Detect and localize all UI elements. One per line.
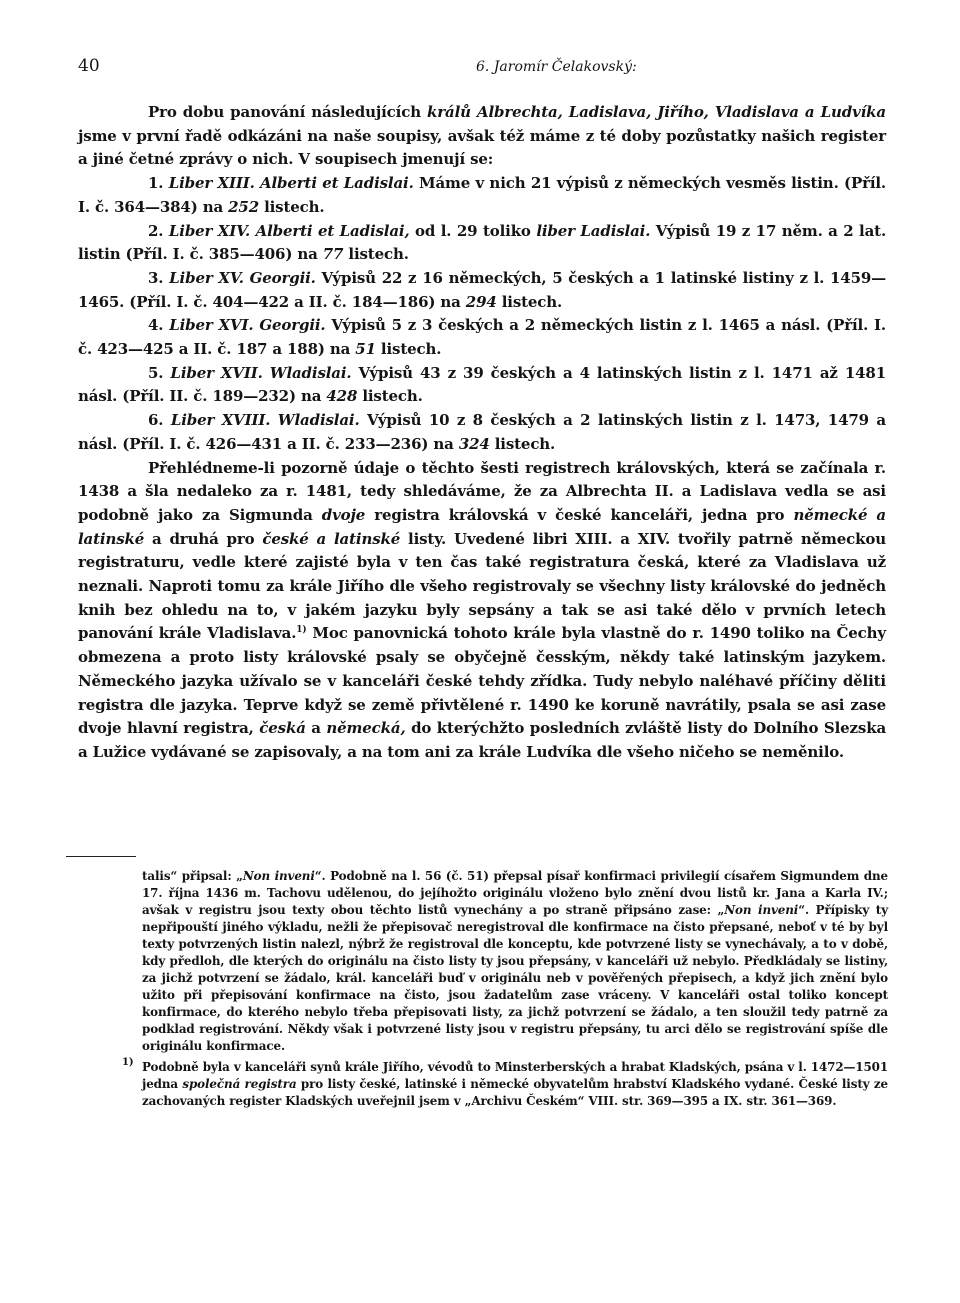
leaf-count: 252 [228, 197, 260, 216]
item-number: 6. [148, 411, 171, 430]
page-header [78, 50, 886, 80]
item-text: Výpisů 10 z 8 českých a 2 latinských listin z l. 1473, 1479 a násl. (Příl. I. č. 426—431 a II. č. 233—236) na [78, 411, 886, 453]
liber-title: Liber XVIII. Wladislai. [170, 411, 360, 430]
leaf-count: 428 [326, 387, 358, 406]
register-item-5 [78, 362, 886, 409]
liber-title: Liber XIII. Alberti et Ladislai. [168, 174, 414, 193]
item-text: Máme v nich 21 výpisů z německých vesměs listin. (Příl. I. č. 364—384) na [78, 174, 886, 216]
page-number: 40 [78, 56, 100, 76]
item-text: Výpisů 43 z 39 českých a 4 latinských listin z l. 1471 až 1481 násl. (Příl. II. č. 189—232) na [78, 363, 886, 406]
item-tail: listech. [375, 340, 442, 359]
register-item-3 [78, 267, 886, 314]
register-item-2 [78, 220, 886, 267]
item-number: 4. [148, 316, 170, 335]
analysis-text: a [305, 719, 327, 738]
item-number: 3. [148, 268, 170, 287]
main-text [78, 101, 886, 765]
leaf-count: 324 [458, 434, 490, 453]
analysis-text: a druhá pro [144, 529, 263, 548]
footnote-text: talis“ připsal: „ [142, 869, 243, 883]
liber-title-secondary: liber Ladislai. [536, 221, 651, 240]
item-tail: listech. [496, 292, 563, 311]
item-text: Výpisů 22 z 16 německých, 5 českých a 1 latinské listiny z l. 1459—1465. (Příl. I. č. 404—422 a II. č. 184—186) na [78, 268, 886, 311]
item-number: 5. [148, 363, 171, 382]
item-text-continued: Výpisů 19 z 17 něm. a 2 lat. listin (Příl. I. č. 385—406) na [78, 221, 887, 264]
footnote-reference[interactable]: 1) [296, 625, 307, 636]
leaf-count: 51 [355, 340, 376, 359]
footnote-emphasis: Non inveni [724, 902, 799, 917]
analysis-text: Moc panovnická tohoto krále byla vlastně do r. 1490 toliko na Čechy obmezena a proto listy královské psaly se obyčejně česským, někdy také latinským jazykem. Německého jazyka užívalo se v kanceláři české tehdy zřídka. Tudy nebylo naléhavé příčiny děliti registra dle jazyka. Teprve když se země přivtělené r. 1490 ke koruně navrátily, psala se asi zase dvoje hlavní registra, [78, 624, 886, 738]
item-text: od l. 29 toliko [409, 221, 537, 240]
emphasis: česká [259, 719, 306, 738]
footnote-text: “. Podobně na l. 56 (č. 51) přepsal písař konfirmaci privilegií císařem Sigmundem dne 17. října 1436 m. Tachovu udělenou, do jejíhožto originálu vloženo bylo znění dvou listů kr. Jana a Karla IV.; avšak v registru jsou texty obou těchto listů vynechány a po straně připsáno zase: „ [142, 869, 888, 917]
item-number: 1. [148, 174, 169, 193]
emphasis: dvoje [321, 505, 366, 524]
analysis-text: Přehlédneme-li pozorně údaje o těchto šesti registrech královských, která se začínala r. 1438 a šla nedaleko za r. 1481, tedy shledáváme, že za Albrechta II. a Ladislava vedla se asi podobně jako za Sigmunda [78, 458, 886, 524]
analysis-text: do kterýchžto posledních zvláště listy do Dolního Slezska a Lužice vydávané se zapisovaly, a na tom ani za krále Ludvíka dle všeho ničeho se neměnilo. [78, 719, 887, 761]
liber-title: Liber XV. Georgii. [169, 268, 316, 287]
footnote-divider [66, 856, 136, 857]
leaf-count: 77 [322, 245, 344, 264]
liber-title: Liber XVII. Wladislai. [170, 363, 352, 382]
footnote-text: pro listy české, latinské i německé obyvatelům hrabství Kladského vydané. České listy ze zachovaných register Kladských uveřejnil jsem v „Archivu Českém“ VIII. str. 369—395 a IX. str. 361—369. [142, 1077, 888, 1109]
footnote-emphasis: Non inveni [242, 869, 315, 883]
liber-title: Liber XIV. Alberti et Ladislai, [168, 221, 410, 240]
register-item-6 [78, 409, 886, 456]
intro-paragraph [78, 101, 886, 172]
footnote-marker: 1) [122, 1057, 134, 1069]
emphasis: české a latinské [262, 529, 401, 548]
footnote-continuation [142, 868, 888, 1054]
emphasis: německá, [326, 719, 406, 738]
item-tail: listech. [259, 197, 325, 216]
footnote-1 [122, 1057, 888, 1110]
item-tail: listech. [357, 387, 423, 406]
analysis-text: registra královská v české kanceláři, jedna pro [365, 505, 794, 524]
running-head: 6. Jaromír Čelakovský: [476, 59, 637, 75]
analysis-paragraph [78, 457, 886, 765]
analysis-text: listy. Uvedené libri XIII. a XIV. tvořily patrně německou registraturu, vedle které zajisté byla v ten čas také registratura česká, které za Vladislava už neznali. Naproti tomu za krále Jiřího dle všeho registrovaly se všechny listy královské do jedněch knih bez ohledu na to, v jakém jazyku byly sepsány a tak se asi také dělo v prvních letech panování krále Vladislava. [78, 529, 886, 643]
leaf-count: 294 [465, 292, 497, 311]
item-tail: listech. [343, 245, 409, 264]
item-tail: listech. [489, 434, 556, 453]
intro-text-rest: jsme v první řadě odkázáni na naše soupisy, avšak též máme z té doby pozůstatky našich register a jiné četné zprávy o nich. V soupisech jmenují se: [78, 126, 886, 169]
liber-title: Liber XVI. Georgii. [169, 316, 326, 335]
intro-text: Pro dobu panování následujících [148, 103, 428, 121]
item-text: Výpisů 5 z 3 českých a 2 německých listin z l. 1465 a násl. (Příl. I. č. 423—425 a II. č. 187 a 188) na [78, 316, 886, 359]
footnote-text: Podobně byla v kanceláři synů krále Jiřího, vévodů to Minsterberských a hrabat Kladských, psána v l. 1472—1501 jedna [142, 1060, 888, 1092]
register-item-4 [78, 314, 886, 361]
footnote-emphasis: společná registra [182, 1077, 297, 1092]
footnotes [122, 868, 889, 1110]
register-item-1 [78, 172, 886, 219]
emphasis: německé a latinské [78, 505, 886, 548]
footnote-text: “. Přípisky ty nepřipouští jiného výkladu, nežli že přepisovač neregistroval dle konfirmace na čisto přepsané, neboť v té by byl texty potvrzených listin nalezl, nýbrž že registroval dle konceptu, kde potvrzené listy se vynechávaly, a to v době, kdy předloh, dle kterých do originálu na čisto listy ty jsou přepsány, v kanceláři už nebylo. Předkládaly se listiny, za jichž potvrzení se žádalo, král. kanceláři buď v originálu neb v pověřených přepisech, a když jich znění bylo užito při přepisování konfirmace na čisto, jsou žadatelům zase vráceny. V kanceláři ostal toliko koncept konfirmace, do kterého nebylo třeba přepisovati listy, za jichž potvrzení se žádalo, a ten sloužil tedy patrně za podklad registrování. Někdy však i potvrzené listy jsou v registru přepsány, tu arci dělo se registrování spíše dle originálu konfirmace. [142, 902, 889, 1053]
kings-names: králů Albrechta, Ladislava, Jiřího, Vladislava a Ludvíka [427, 103, 886, 121]
item-number: 2. [148, 221, 169, 240]
